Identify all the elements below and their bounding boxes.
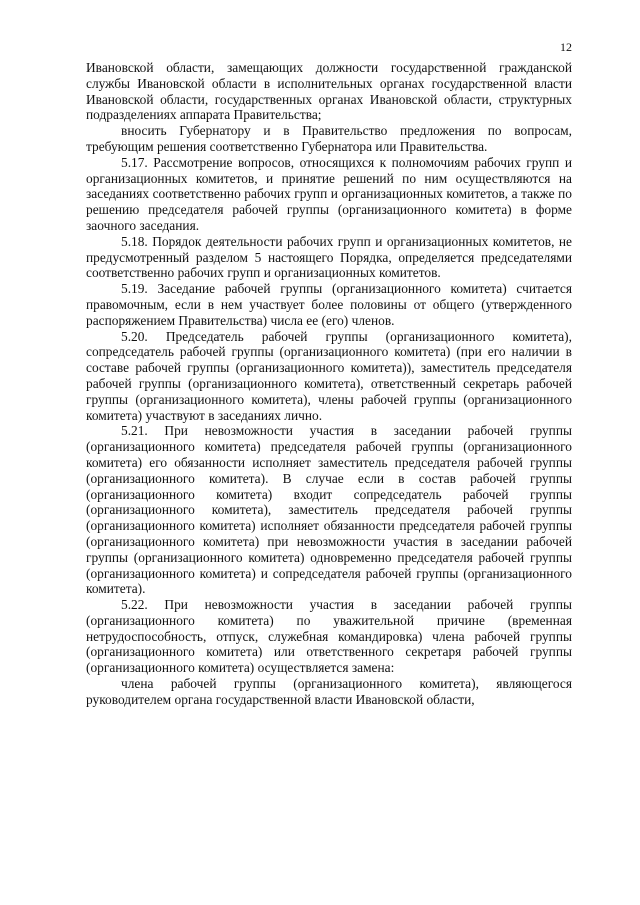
paragraph-5-19: 5.19. Заседание рабочей группы (организационного комитета) считается правомочным, если в нем участвует более половины от общего (утвержденного распоряжением Правительства) числа ее (его) членов. xyxy=(86,281,572,328)
paragraph-5-17: 5.17. Рассмотрение вопросов, относящихся к полномочиям рабочих групп и организационных комитетов, и принятие решений по ним осуществляются на заседаниях соответственно рабочих групп и организационных комитетов, а также по решению председателя рабочей группы (организационного комитета) в форме заочного заседания. xyxy=(86,154,572,233)
paragraph-member-replacement: члена рабочей группы (организационного комитета), являющегося руководителем органа государственной власти Ивановской области, xyxy=(86,676,572,707)
paragraph-5-22: 5.22. При невозможности участия в заседании рабочей группы (организационного комитета) по уважительной причине (временная нетрудоспособность, отпуск, служебная командировка) члена рабочей группы (организационного комитета) или ответственного секретаря рабочей группы (организационного комитета) осуществляется замена: xyxy=(86,597,572,676)
paragraph-5-20: 5.20. Председатель рабочей группы (организационного комитета), сопредседатель рабочей группы (организационного комитета) (при его наличии в составе рабочей группы (организационного комитета)), заместитель председателя рабочей группы (организационного комитета), ответственный секретарь рабочей группы (организационного комитета), члены рабочей группы (организационного комитета) участвуют в заседаниях лично. xyxy=(86,328,572,423)
paragraph-proposals: вносить Губернатору и в Правительство предложения по вопросам, требующим решения соответственно Губернатора или Правительства. xyxy=(86,123,572,154)
document-body xyxy=(86,60,572,708)
paragraph-5-18: 5.18. Порядок деятельности рабочих групп и организационных комитетов, не предусмотренный разделом 5 настоящего Порядка, определяется председателями соответственно рабочих групп и организационных комитетов. xyxy=(86,233,572,281)
paragraph-5-21: 5.21. При невозможности участия в заседании рабочей группы (организационного комитета) председателя рабочей группы (организационного комитета) его обязанности исполняет заместитель председателя рабочей группы (организационного комитета). В случае если в состав рабочей группы (организационного комитета) входит сопредседатель рабочей группы (организационного комитета), заместитель председателя рабочей группы (организационного комитета) исполняет обязанности председателя рабочей группы (организационного комитета) при невозможности участия в заседании рабочей группы (организационного комитета) одновременно председателя рабочей группы (организационного комитета) и сопредседателя рабочей группы (организационного комитета). xyxy=(86,423,572,597)
page-number: 12 xyxy=(560,40,572,54)
paragraph-continuation: Ивановской области, замещающих должности государственной гражданской службы Ивановской области в исполнительных органах государственной власти Ивановской области, государственных органах Ивановской области, структурных подразделениях аппарата Правительства; xyxy=(86,60,572,123)
